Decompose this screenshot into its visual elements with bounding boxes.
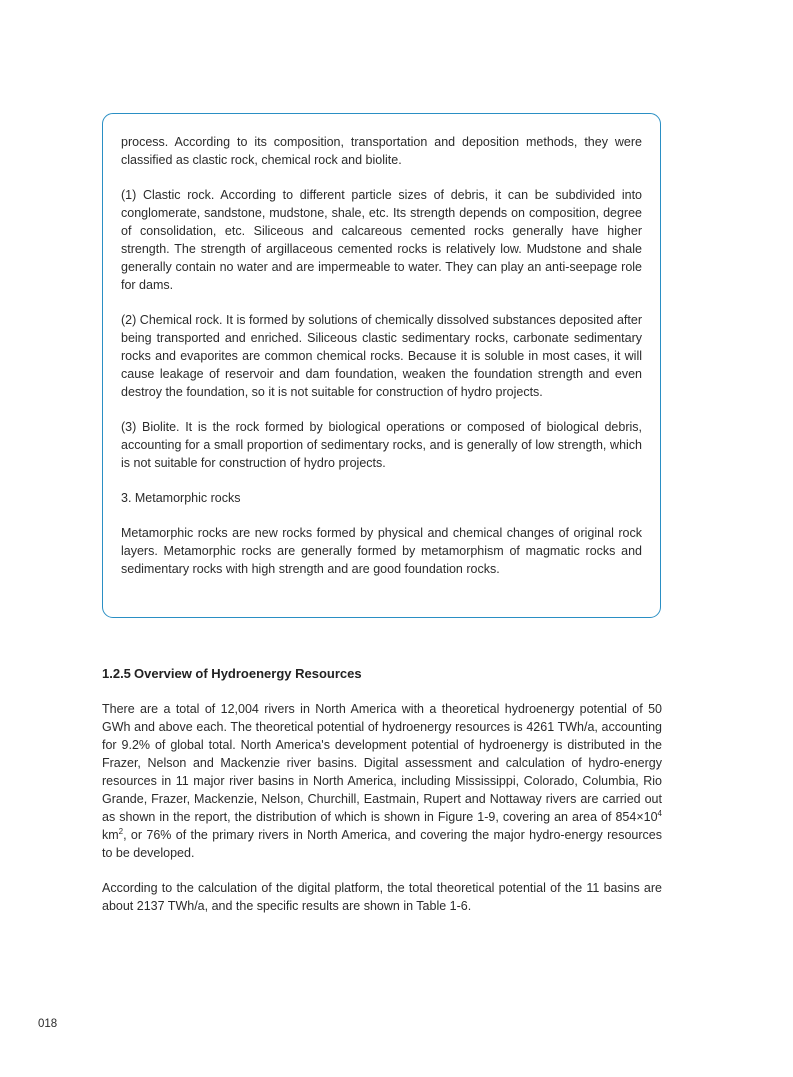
metamorphic-rocks-heading: 3. Metamorphic rocks <box>121 491 241 505</box>
sedimentary-rocks-callout-box <box>102 113 661 618</box>
chemical-rock-paragraph: (2) Chemical rock. It is formed by solutions of chemically dissolved substances deposited after being transported and enriched. Siliceous clastic sedimentary rocks, carbonate sedimentary rocks and evaporites are common chemical rocks. Because it is soluble in most cases, it will cause leakage of reservoir and dam foundation, weaken the foundation strength and even destroy the foundation, so it is not suitable for construction of hydro projects. <box>121 313 642 399</box>
section-heading <box>102 665 662 683</box>
section-number: 1.2.5 <box>102 666 131 681</box>
overview-text-part-2: km <box>102 828 119 842</box>
biolite-paragraph: (3) Biolite. It is the rock formed by biological operations or composed of biological debris, accounting for a small proportion of sedimentary rocks, and is generally of low strength, which is not suitable for construction of hydro projects. <box>121 420 642 470</box>
digital-platform-paragraph: According to the calculation of the digital platform, the total theoretical potential of the 11 basins are about 2137 TWh/a, and the specific results are shown in Table 1-6. <box>102 881 662 913</box>
clastic-rock-paragraph: (1) Clastic rock. According to different particle sizes of debris, it can be subdivided into conglomerate, sandstone, mudstone, shale, etc. Its strength depends on composition, degree of consolidation, etc. Siliceous and calcareous cemented rocks generally have higher strength. The strength of argillaceous cemented rocks is relatively low. Mudstone and shale generally contain no water and are impermeable to water. They can play an anti-seepage role for dams. <box>121 188 642 292</box>
hydroenergy-overview-paragraph <box>102 700 662 862</box>
page-number: 018 <box>38 1018 58 1030</box>
metamorphic-rocks-paragraph: Metamorphic rocks are new rocks formed by physical and chemical changes of original rock layers. Metamorphic rocks are generally formed by metamorphism of magmatic rocks and sedimentary rocks with high strength and are good foundation rocks. <box>121 526 642 576</box>
exponent-2: 2 <box>118 826 124 836</box>
rock-classification-intro: process. According to its composition, transportation and deposition methods, they were classified as clastic rock, chemical rock and biolite. <box>121 135 642 167</box>
hydroenergy-section <box>102 665 662 932</box>
exponent-4: 4 <box>657 808 662 818</box>
section-title: Overview of Hydroenergy Resources <box>134 666 362 681</box>
overview-text-part-1: There are a total of 12,004 rivers in North America with a theoretical hydroenergy potential of 50 GWh and above each. The theoretical potential of hydroenergy resources is 4261 TWh/a, accounting for 9.2% of global total. North America's development potential of hydroenergy is distributed in the Frazer, Nelson and Mackenzie river basins. Digital assessment and calculation of hydro-energy resources in 11 major river basins in North America, including Mississippi, Colorado, Columbia, Rio Grande, Frazer, Mackenzie, Nelson, Churchill, Eastmain, Rupert and Nottaway rivers are carried out as shown in the report, the distribution of which is shown in Figure 1-9, covering an area of 854×10 <box>102 702 662 824</box>
overview-text-part-3: , or 76% of the primary rivers in North America, and covering the major hydro-energy resources to be developed. <box>102 828 662 860</box>
